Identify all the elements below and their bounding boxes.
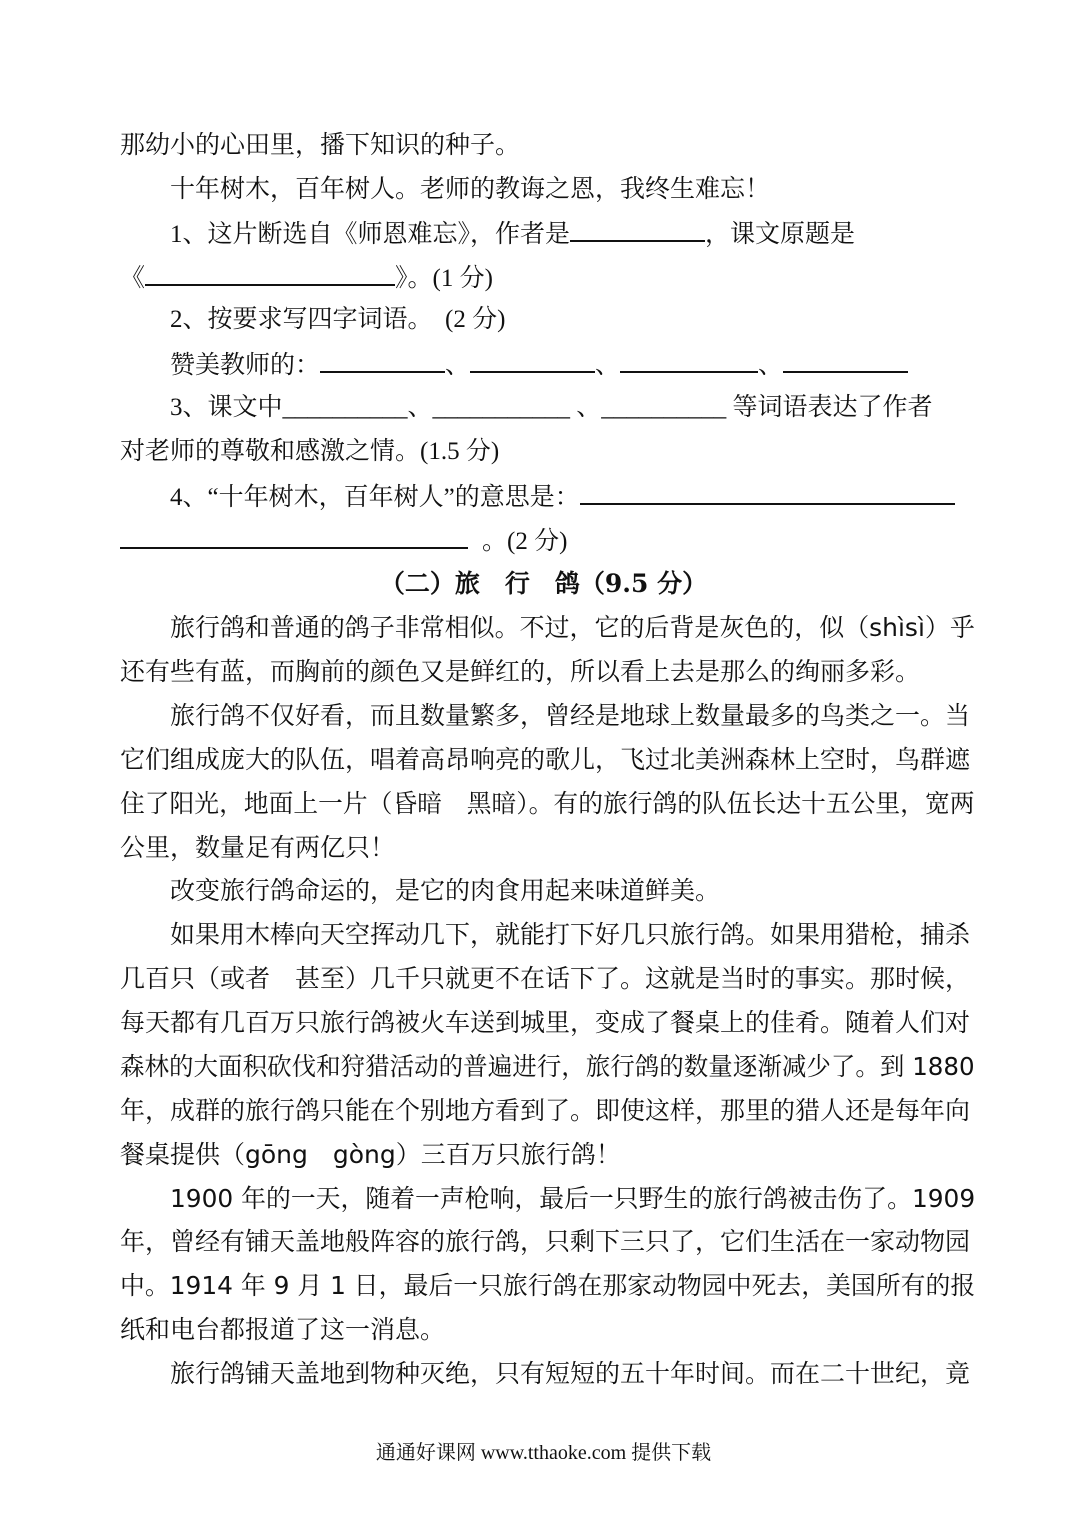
answer-blank[interactable] xyxy=(783,347,908,373)
passage-line: 如果用木棒向天空挥动几下，就能打下好几只旅行鸽。如果用猎枪，捕杀 xyxy=(170,920,971,949)
question-3 xyxy=(170,391,933,425)
answer-blank[interactable] xyxy=(570,216,705,242)
question-text: 3、课文中 xyxy=(170,394,283,421)
passage-line: 每天都有几百万只旅行鸽被火车送到城里，变成了餐桌上的佳肴。随着人们对 xyxy=(120,1008,971,1037)
answer-blank[interactable]: ___________ xyxy=(432,394,571,421)
passage-line: 森林的大面积砍伐和狩猎活动的普遍进行，旅行鸽的数量逐渐减少了。到 1880 xyxy=(120,1052,975,1081)
answer-blank[interactable] xyxy=(620,347,758,373)
passage-line: 年，曾经有铺天盖地般阵容的旅行鸽，只剩下三只了，它们生活在一家动物园 xyxy=(120,1227,971,1256)
question-text: 1、这片断选自《师恩难忘》，作者是 xyxy=(170,221,571,248)
passage-line: 餐桌提供（gōng gòng）三百万只旅行鸽！ xyxy=(120,1140,621,1169)
question-text: 《 xyxy=(120,265,146,292)
passage-line: 还有些有蓝，而胸前的颜色又是鲜红的，所以看上去是那么的绚丽多彩。 xyxy=(120,657,921,686)
question-4 xyxy=(170,479,955,515)
answer-blank[interactable] xyxy=(145,260,395,286)
passage-line: 旅行鸽铺天盖地到物种灭绝，只有短短的五十年时间。而在二十世纪，竟 xyxy=(170,1359,971,1388)
question-text: 4、“十年树木，百年树人”的意思是： xyxy=(170,484,580,511)
passage-line: 纸和电台都报道了这一消息。 xyxy=(120,1315,446,1344)
passage-line: 几百只（或者 甚至）几千只就更不在话下了。这就是当时的事实。那时候， xyxy=(120,964,971,993)
separator: 、 xyxy=(758,352,784,379)
passage-line: 公里，数量足有两亿只！ xyxy=(120,833,396,862)
question-3-line-2: 对老师的尊敬和感激之情。(1.5 分) xyxy=(120,438,500,465)
answer-blank[interactable] xyxy=(580,479,955,505)
separator: 、 xyxy=(595,352,621,379)
answer-blank[interactable] xyxy=(120,523,468,549)
separator: 、 xyxy=(445,352,471,379)
separator: 、 xyxy=(407,394,433,421)
question-2: 2、按要求写四字词语。 (2 分) xyxy=(170,306,506,333)
passage-line: 十年树木，百年树人。老师的教诲之恩，我终生难忘！ xyxy=(170,174,771,203)
passage-line: 那幼小的心田里，播下知识的种子。 xyxy=(120,130,521,159)
answer-label: 赞美教师的： xyxy=(170,352,321,379)
answer-blank[interactable] xyxy=(320,347,445,373)
page-footer: 通通好课网 www.tthaoke.com 提供下载 xyxy=(375,1442,712,1464)
section-title: （二）旅 行 鸽（9.5 分） xyxy=(379,569,708,598)
passage-line: 年，成群的旅行鸽只能在个别地方看到了。即使这样，那里的猎人还是每年向 xyxy=(120,1096,971,1125)
passage-line: 中。1914 年 9 月 1 日，最后一只旅行鸽在那家动物园中死去，美国所有的报 xyxy=(120,1271,976,1300)
question-text: 等词语表达了作者 xyxy=(726,394,933,421)
passage-line: 旅行鸽和普通的鸽子非常相似。不过，它的后背是灰色的，似（shìsì）乎 xyxy=(170,613,975,642)
answer-blank[interactable]: __________ xyxy=(601,394,727,421)
separator: 、 xyxy=(570,394,602,421)
question-text: ，课文原题是 xyxy=(705,221,856,248)
question-4-line-2 xyxy=(120,523,567,559)
passage-line: 旅行鸽不仅好看，而且数量繁多，曾经是地球上数量最多的鸟类之一。当 xyxy=(170,701,971,730)
passage-line: 住了阳光，地面上一片（昏暗 黑暗）。有的旅行鸽的队伍长达十五公里，宽两 xyxy=(120,789,975,818)
answer-blank[interactable]: __________ xyxy=(282,394,408,421)
passage-line: 改变旅行鸽命运的，是它的肉食用起来味道鲜美。 xyxy=(170,876,721,905)
question-text: 。(2 分) xyxy=(482,528,568,555)
answer-blank[interactable] xyxy=(470,347,595,373)
question-1-line-2 xyxy=(120,260,493,296)
passage-line: 它们组成庞大的队伍，唱着高昂响亮的歌儿，飞过北美洲森林上空时，鸟群遮 xyxy=(120,745,971,774)
question-1 xyxy=(170,216,855,252)
passage-line: 1900 年的一天，随着一声枪响，最后一只野生的旅行鸽被击伤了。1909 xyxy=(170,1184,976,1213)
question-2-answers xyxy=(170,347,908,383)
question-text: 》。(1 分) xyxy=(395,265,493,292)
